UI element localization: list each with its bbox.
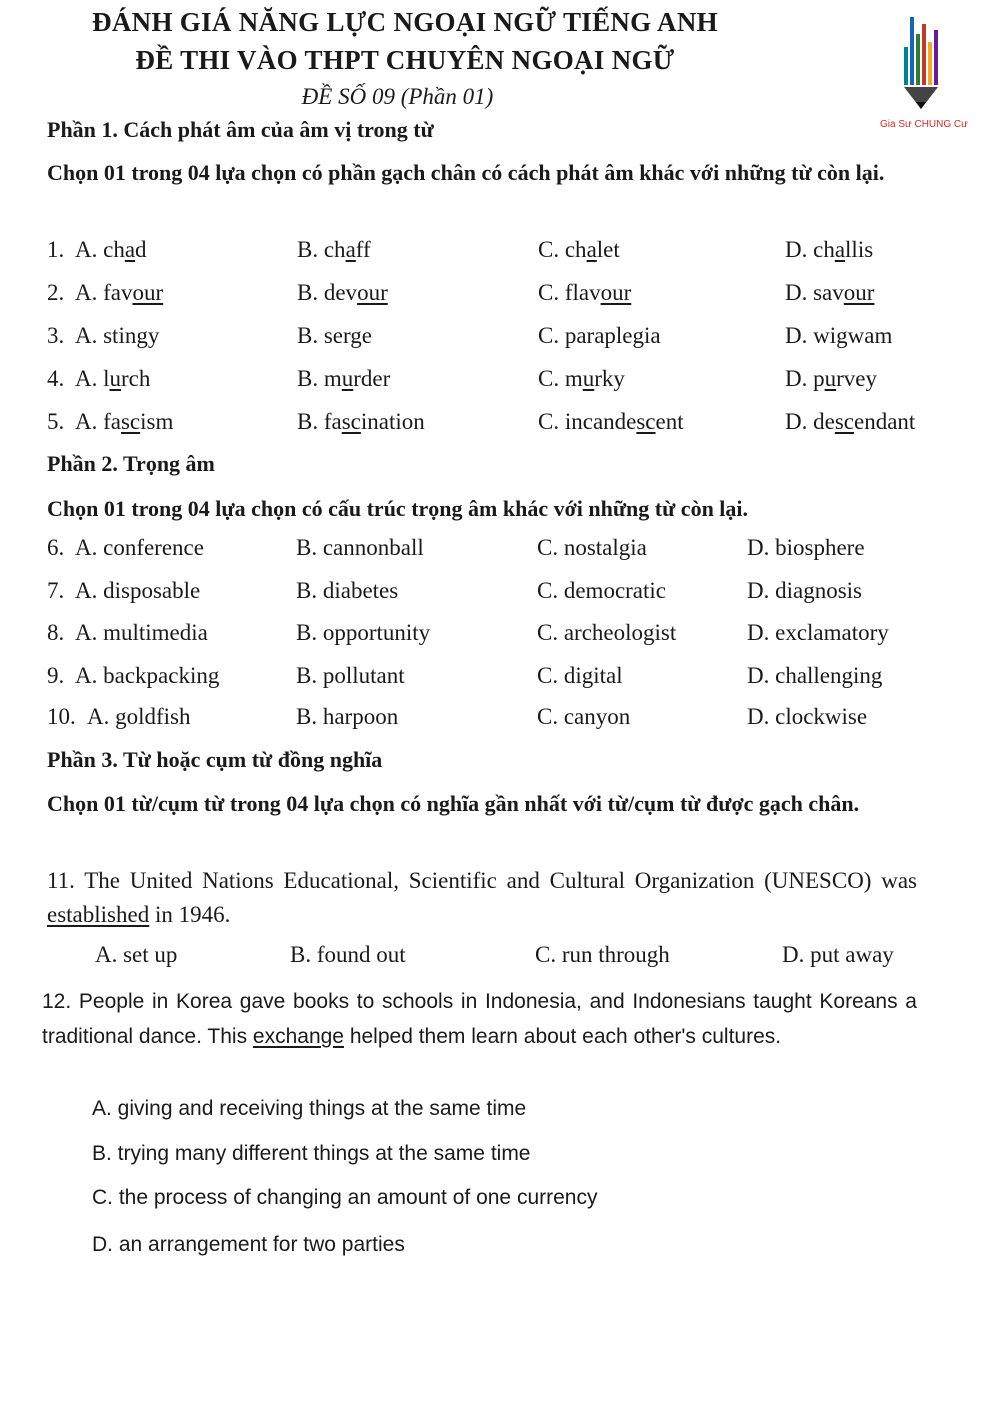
q12-option-c[interactable]: C. the process of changing an amount of one currency — [92, 1186, 598, 1209]
option-a[interactable]: A. multimedia — [75, 620, 208, 645]
option-d[interactable]: D. challenging — [747, 663, 883, 688]
part2-instruction: Chọn 01 trong 04 lựa chọn có cấu trúc trọng âm khác với những từ còn lại. — [47, 496, 749, 521]
option-d[interactable]: D. wigwam — [785, 323, 893, 348]
underlined-segment: u — [582, 366, 595, 391]
q12-option-a[interactable]: A. giving and receiving things at the same time — [92, 1097, 527, 1120]
part1-instruction: Chọn 01 trong 04 lựa chọn có phần gạch chân có cách phát âm khác với những từ còn lại. — [47, 160, 885, 185]
option-d[interactable]: D. exclamatory — [747, 620, 889, 645]
q12-option-b[interactable]: B. trying many different things at the same time — [92, 1142, 531, 1165]
option-b[interactable]: B. opportunity — [296, 620, 431, 645]
q11-options — [47, 942, 937, 972]
question-number: 4. — [47, 366, 65, 391]
option-a[interactable]: A. disposable — [75, 578, 201, 603]
underlined-segment: our — [357, 280, 388, 305]
question-number: 1. — [47, 237, 65, 262]
underlined-segment: our — [843, 280, 875, 305]
question-number: 9. — [47, 663, 65, 688]
part1-heading: Phần 1. Cách phát âm của âm vị trong từ — [47, 117, 434, 142]
part3-instruction: Chọn 01 từ/cụm từ trong 04 lựa chọn có nghĩa gần nhất với từ/cụm từ được gạch chân. — [47, 791, 860, 816]
option-c[interactable]: C. chalet — [538, 237, 620, 262]
option-a[interactable]: A. chad — [75, 237, 147, 262]
title-line-1: ĐÁNH GIÁ NĂNG LỰC NGOẠI NGỮ TIẾNG ANH — [92, 7, 718, 37]
option-d[interactable]: D. biosphere — [747, 535, 865, 560]
option-b[interactable]: B. harpoon — [296, 704, 399, 729]
option-c[interactable]: C. murky — [538, 366, 625, 391]
underlined-segment: sc — [341, 409, 361, 434]
part1-question-row — [47, 280, 937, 310]
option-b[interactable]: B. serge — [297, 323, 372, 348]
underlined-word: exchange — [252, 1025, 344, 1048]
part2-question-row — [47, 704, 937, 734]
option-b[interactable]: B. diabetes — [296, 578, 399, 603]
underlined-segment: our — [600, 280, 632, 305]
question-number: 10. — [47, 704, 76, 729]
underlined-segment: sc — [120, 409, 141, 434]
question-11: 11. The United Nations Educational, Scientific and Cultural Organization (UNESCO) was established in 1946. — [47, 868, 917, 927]
option-c[interactable]: C. paraplegia — [538, 323, 661, 348]
part2-question-row — [47, 578, 937, 608]
underlined-segment: g — [836, 323, 848, 348]
question-number: 3. — [47, 323, 65, 348]
underlined-segment: g — [350, 323, 362, 348]
question-number: 6. — [47, 535, 65, 560]
option-c[interactable]: C. nostalgia — [537, 535, 647, 560]
underlined-segment: sc — [636, 409, 656, 434]
part2-question-row — [47, 620, 937, 650]
option-b[interactable]: B. fascination — [297, 409, 425, 434]
logo-caption: Gia Sư CHUNG Cư — [880, 119, 968, 130]
pencil-bars-icon — [888, 12, 958, 112]
logo — [880, 12, 968, 137]
option-a[interactable]: A. conference — [75, 535, 204, 560]
option-a[interactable]: A. backpacking — [75, 663, 220, 688]
underlined-segment: u — [824, 366, 837, 391]
q11-option-a[interactable]: A. set up — [95, 942, 178, 967]
option-c[interactable]: C. archeologist — [537, 620, 677, 645]
underlined-segment: u — [109, 366, 121, 391]
option-d[interactable]: D. clockwise — [747, 704, 868, 729]
question-number: 8. — [47, 620, 65, 645]
option-c[interactable]: C. incandescent — [538, 409, 684, 434]
question-number: 2. — [47, 280, 65, 305]
part1-question-row — [47, 237, 937, 267]
underlined-segment: u — [341, 366, 354, 391]
underlined-segment: a — [345, 237, 356, 262]
part2-question-row — [47, 535, 937, 565]
exam-number: ĐỀ SỐ 09 (Phần 01) — [301, 84, 494, 109]
option-a[interactable]: A. lurch — [75, 366, 151, 391]
underlined-segment: g — [632, 323, 645, 348]
option-a[interactable]: A. favour — [75, 280, 164, 305]
option-d[interactable]: D. purvey — [785, 366, 877, 391]
option-c[interactable]: C. digital — [537, 663, 623, 688]
option-b[interactable]: B. pollutant — [296, 663, 405, 688]
option-c[interactable]: C. canyon — [537, 704, 631, 729]
question-number: 5. — [47, 409, 65, 434]
option-c[interactable]: C. flavour — [538, 280, 632, 305]
option-b[interactable]: B. chaff — [297, 237, 371, 262]
underlined-segment: a — [124, 237, 136, 262]
q11-option-d[interactable]: D. put away — [782, 942, 894, 967]
underlined-segment: sc — [834, 409, 854, 434]
underlined-segment: a — [586, 237, 597, 262]
question-12: 12. People in Korea gave books to schools in Indonesia, and Indonesians taught Koreans a traditional dance. This exchange helped them learn about each other's cultures. — [42, 990, 917, 1048]
underlined-word: established — [47, 902, 150, 927]
part1-question-row — [47, 409, 937, 439]
part1-question-row — [47, 366, 937, 396]
option-a[interactable]: A. stingy — [75, 323, 160, 348]
option-c[interactable]: C. democratic — [537, 578, 667, 603]
option-a[interactable]: A. fascism — [75, 409, 174, 434]
option-d[interactable]: D. challis — [785, 237, 874, 262]
q11-option-b[interactable]: B. found out — [290, 942, 406, 967]
q12-option-d[interactable]: D. an arrangement for two parties — [92, 1233, 405, 1256]
part2-heading: Phần 2. Trọng âm — [47, 451, 215, 476]
underlined-segment: g — [136, 323, 148, 348]
part3-heading: Phần 3. Từ hoặc cụm từ đồng nghĩa — [47, 747, 383, 772]
underlined-segment: a — [834, 237, 846, 262]
q11-option-c[interactable]: C. run through — [535, 942, 670, 967]
part1-question-row — [47, 323, 937, 353]
option-d[interactable]: D. descendant — [785, 409, 916, 434]
title-line-2: ĐỀ THI VÀO THPT CHUYÊN NGOẠI NGỮ — [135, 45, 675, 75]
part2-question-row — [47, 663, 937, 693]
option-a[interactable]: A. goldfish — [87, 704, 191, 729]
underlined-segment: our — [132, 280, 164, 305]
option-b[interactable]: B. murder — [297, 366, 391, 391]
question-number: 7. — [47, 578, 65, 603]
option-b[interactable]: B. cannonball — [296, 535, 424, 560]
option-d[interactable]: D. savour — [785, 280, 875, 305]
option-b[interactable]: B. devour — [297, 280, 388, 305]
option-d[interactable]: D. diagnosis — [747, 578, 862, 603]
